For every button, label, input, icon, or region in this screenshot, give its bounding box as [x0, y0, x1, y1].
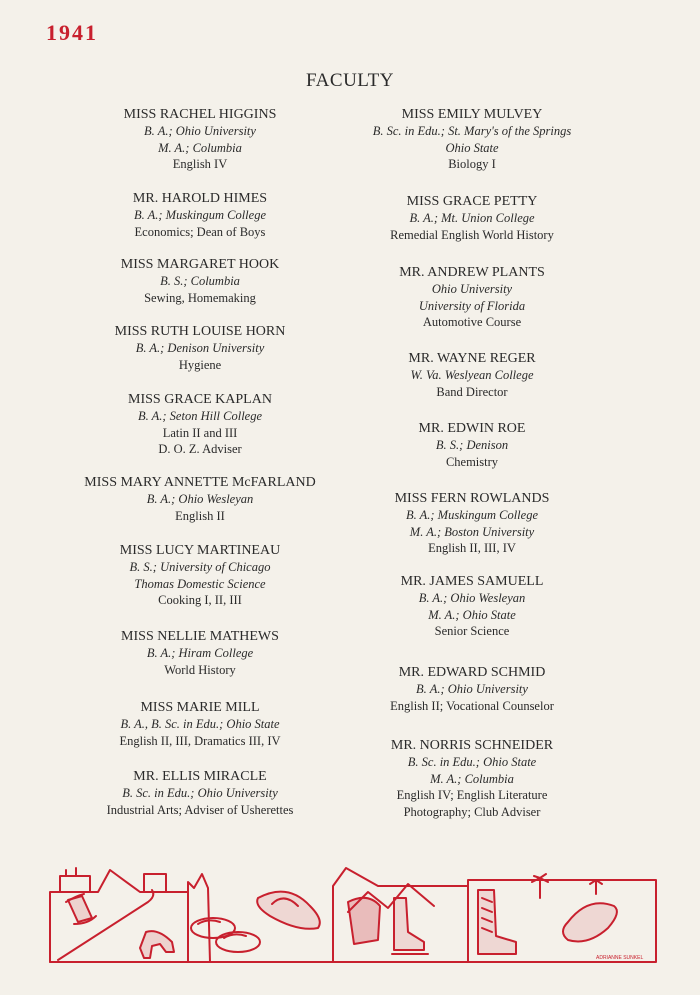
- faculty-entry: [30, 699, 370, 749]
- faculty-entry: [322, 264, 622, 331]
- page-year: 1941: [46, 20, 98, 45]
- helmet-icon: [563, 903, 617, 941]
- faculty-name: MISS GRACE KAPLAN: [128, 392, 272, 407]
- faculty-detail: B. Sc. in Edu.; Ohio State: [407, 755, 537, 769]
- flag-icon: [348, 898, 380, 944]
- faculty-name: MR. ANDREW PLANTS: [399, 265, 545, 280]
- faculty-name: MISS EMILY MULVEY: [401, 107, 543, 122]
- faculty-detail: M. A.; Boston University: [409, 524, 535, 539]
- faculty-name: MISS LUCY MARTINEAU: [119, 543, 281, 558]
- faculty-detail: Ohio University: [431, 282, 513, 296]
- faculty-detail: B. S.; Columbia: [160, 274, 240, 288]
- faculty-name: MISS MARIE MILL: [140, 700, 260, 715]
- faculty-name: MR. EDWIN ROE: [418, 421, 526, 436]
- faculty-entry: [322, 737, 622, 820]
- faculty-entry: [30, 106, 370, 173]
- faculty-detail: B. A.; Ohio University: [416, 682, 528, 696]
- decorative-footer-illustration: [48, 862, 658, 964]
- faculty-name: MR. HAROLD HIMES: [132, 191, 268, 206]
- faculty-entry: [322, 573, 622, 640]
- faculty-detail: B. A.; Ohio Wesleyan: [146, 492, 254, 506]
- faculty-name: MR. NORRIS SCHNEIDER: [390, 738, 554, 753]
- sombrero-icon: [257, 892, 320, 929]
- faculty-detail: B. A.; Hiram College: [146, 646, 254, 660]
- faculty-detail: Thomas Domestic Science: [134, 576, 266, 591]
- page-title: FACULTY: [306, 70, 394, 91]
- faculty-detail: Automotive Course: [422, 315, 522, 329]
- faculty-detail: B. A.; Seton Hill College: [137, 409, 263, 423]
- faculty-entry: [322, 106, 622, 173]
- faculty-detail: B. A., B. Sc. in Edu.; Ohio State: [120, 717, 280, 731]
- faculty-detail: English II, III, IV: [428, 541, 516, 555]
- faculty-name: MISS GRACE PETTY: [406, 194, 538, 209]
- faculty-detail: English IV; English Literature: [396, 788, 548, 802]
- faculty-detail: W. Va. Weslyean College: [410, 368, 534, 382]
- faculty-detail: Sewing, Homemaking: [144, 290, 256, 305]
- faculty-name: MISS MARY ANNETTE McFARLAND: [84, 475, 316, 490]
- faculty-entry: [322, 420, 622, 470]
- faculty-detail: Chemistry: [445, 454, 499, 469]
- faculty-entry: [30, 768, 370, 818]
- faculty-entry: [30, 474, 370, 524]
- faculty-detail: M. A.; Columbia: [158, 140, 242, 155]
- faculty-detail: University of Florida: [418, 298, 526, 313]
- faculty-detail: Ohio State: [445, 140, 499, 155]
- faculty-entry: [322, 664, 622, 714]
- faculty-detail: B. S.; University of Chicago: [129, 560, 271, 574]
- faculty-entry: [30, 628, 370, 678]
- faculty-detail: B. A.; Denison University: [135, 341, 265, 355]
- faculty-detail: English II, III, Dramatics III, IV: [119, 733, 281, 748]
- faculty-detail: M. A.; Columbia: [430, 771, 514, 786]
- faculty-detail: B. A.; Ohio University: [144, 124, 256, 138]
- faculty-detail: Industrial Arts; Adviser of Usherettes: [106, 802, 294, 817]
- faculty-name: MISS NELLIE MATHEWS: [121, 629, 279, 644]
- faculty-detail: B. A.; Ohio Wesleyan: [418, 591, 526, 605]
- faculty-entry: [322, 193, 622, 243]
- faculty-detail: B. Sc. in Edu.; Ohio University: [122, 786, 278, 800]
- faculty-detail: M. A.; Ohio State: [428, 607, 516, 622]
- high-heel-shoe-icon: [140, 931, 174, 958]
- faculty-entry: [30, 391, 370, 458]
- faculty-name: MISS MARGARET HOOK: [120, 257, 280, 272]
- faculty-detail: D. O. Z. Adviser: [158, 442, 242, 456]
- faculty-detail: Band Director: [436, 384, 508, 399]
- faculty-detail: B. A.; Mt. Union College: [409, 211, 535, 225]
- faculty-detail: B. S.; Denison: [435, 438, 509, 452]
- faculty-entry: [322, 350, 622, 400]
- faculty-detail: Photography; Club Adviser: [403, 804, 541, 819]
- faculty-name: MISS RACHEL HIGGINS: [123, 107, 277, 122]
- palm-tree-icon: [532, 874, 548, 898]
- faculty-entry: [30, 256, 370, 306]
- faculty-detail: B. A.; Muskingum College: [133, 208, 267, 222]
- faculty-name: MR. JAMES SAMUELL: [400, 574, 544, 589]
- faculty-detail: Cooking I, II, III: [158, 593, 242, 607]
- faculty-name: MR. EDWARD SCHMID: [398, 665, 546, 680]
- faculty-detail: English IV: [172, 157, 228, 171]
- faculty-detail: Latin II and III: [162, 425, 238, 440]
- faculty-detail: English II: [175, 508, 225, 523]
- faculty-entry: [322, 490, 622, 557]
- faculty-detail: English II; Vocational Counselor: [390, 698, 554, 713]
- faculty-detail: World History: [164, 662, 236, 677]
- boot-icon: [394, 898, 424, 950]
- faculty-entry: [30, 542, 370, 609]
- faculty-detail: Biology I: [448, 157, 496, 171]
- faculty-detail: Economics; Dean of Boys: [134, 224, 266, 239]
- faculty-name: MISS FERN ROWLANDS: [394, 491, 550, 506]
- faculty-detail: Remedial English World History: [390, 227, 554, 242]
- faculty-name: MR. ELLIS MIRACLE: [133, 769, 267, 784]
- top-hat-icon: [66, 894, 96, 924]
- faculty-entry: [30, 190, 370, 240]
- faculty-name: MISS RUTH LOUISE HORN: [114, 324, 286, 339]
- faculty-detail: Senior Science: [434, 624, 510, 638]
- faculty-detail: B. Sc. in Edu.; St. Mary's of the Springs: [372, 124, 572, 138]
- faculty-entry: [30, 323, 370, 373]
- artist-signature: ADRIANNE SUNKEL: [596, 955, 644, 961]
- faculty-detail: B. A.; Muskingum College: [405, 508, 539, 522]
- slippers-icon: [191, 918, 260, 952]
- faculty-detail: Hygiene: [178, 357, 222, 372]
- faculty-name: MR. WAYNE REGER: [408, 351, 536, 366]
